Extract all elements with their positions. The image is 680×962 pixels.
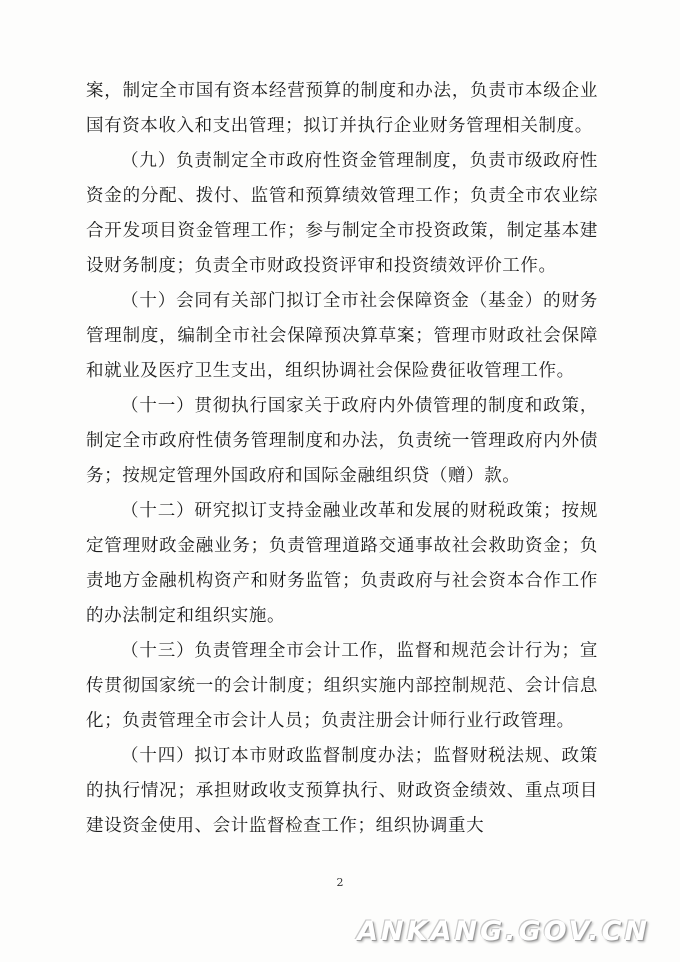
paragraph-item-12: （十二）研究拟订支持金融业改革和发展的财税政策；按规定管理财政金融业务；负责管理道路交通事故社会救助资金；负责地方金融机构资产和财务监管；负责政府与社会资本合作工作的办法制定和组织实施。 — [86, 501, 598, 626]
page-number: 2 — [336, 876, 344, 889]
document-body — [86, 74, 598, 844]
paragraph-item-13: （十三）负责管理全市会计工作，监督和规范会计行为；宣传贯彻国家统一的会计制度；组织实施内部控制规范、会计信息化；负责管理全市会计人员；负责注册会计师行业行政管理。 — [86, 641, 598, 731]
site-watermark: ANKANG.GOV.CN — [357, 916, 650, 947]
paragraph-item-9: （九）负责制定全市政府性资金管理制度，负责市级政府性资金的分配、拨付、监管和预算绩效管理工作；负责全市农业综合开发项目资金管理工作；参与制定全市投资政策，制定基本建设财务制度；负责全市财政投资评审和投资绩效评价工作。 — [86, 151, 598, 276]
paragraph-item-11: （十一）贯彻执行国家关于政府内外债管理的制度和政策，制定全市政府性债务管理制度和办法，负责统一管理政府内外债务；按规定管理外国政府和国际金融组织贷（赠）款。 — [86, 396, 598, 486]
paragraph-item-10: （十）会同有关部门拟订全市社会保障资金（基金）的财务管理制度，编制全市社会保障预决算草案；管理市财政社会保障和就业及医疗卫生支出，组织协调社会保险费征收管理工作。 — [86, 291, 598, 381]
paragraph-continuation: 案，制定全市国有资本经营预算的制度和办法，负责市本级企业国有资本收入和支出管理；拟订并执行企业财务管理相关制度。 — [86, 81, 598, 136]
paragraph-item-14: （十四）拟订本市财政监督制度办法；监督财税法规、政策的执行情况；承担财政收支预算执行、财政资金绩效、重点项目建设资金使用、会计监督检查工作；组织协调重大 — [86, 746, 598, 836]
